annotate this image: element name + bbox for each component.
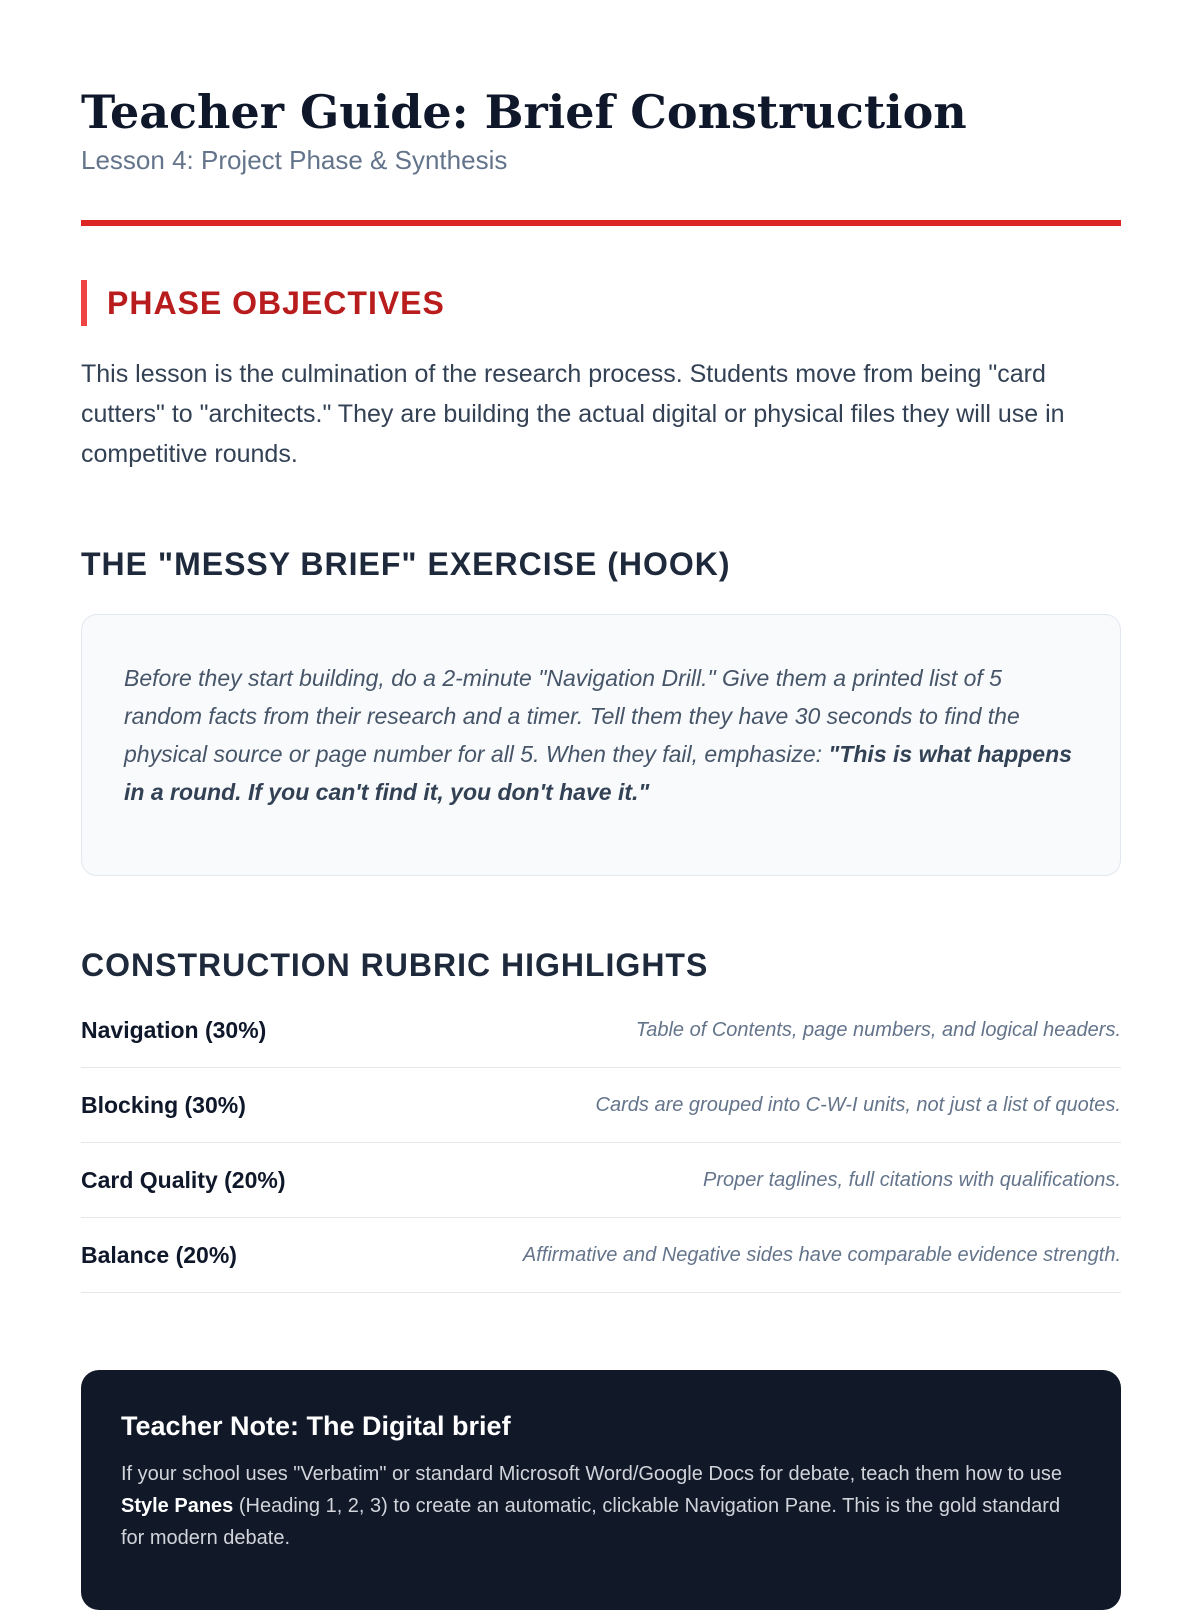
note-text-before: If your school uses "Verbatim" or standard Microsoft Word/Google Docs for debate, teach them how to use — [121, 1463, 1062, 1485]
teacher-note-text — [121, 1458, 1081, 1554]
rubric-row-blocking — [81, 1068, 1121, 1143]
rubric-label: Balance (20%) — [81, 1241, 237, 1268]
rubric-row-navigation — [81, 993, 1121, 1068]
note-text-after: (Heading 1, 2, 3) to create an automatic, clickable Navigation Pane. This is the gold standard for modern debate. — [121, 1495, 1061, 1549]
hook-paragraph — [124, 659, 1078, 811]
page-subtitle: Lesson 4: Project Phase & Synthesis — [81, 145, 508, 175]
rubric-label: Card Quality (20%) — [81, 1166, 286, 1193]
rubric-description: Affirmative and Negative sides have comparable evidence strength. — [522, 1243, 1121, 1266]
hook-emphasis: "This is what happens in a round. If you can't find it, you don't have it." — [124, 741, 1072, 805]
hook-text: Before they start building, do a 2-minute "Navigation Drill." Give them a printed list of 5 random facts from their research and a timer. Tell them they have 30 seconds to find the physical source or page number for all 5. When they fail, emphasize: — [124, 665, 1020, 767]
rubric-description: Proper taglines, full citations with qualifications. — [703, 1168, 1121, 1191]
note-text-bold: Style Panes — [121, 1495, 234, 1517]
teacher-note-box — [81, 1370, 1121, 1610]
rubric-heading: CONSTRUCTION RUBRIC HIGHLIGHTS — [81, 947, 709, 983]
teacher-note-title: Teacher Note: The Digital brief — [121, 1411, 511, 1441]
objectives-heading: PHASE OBJECTIVES — [107, 285, 445, 321]
rubric-label: Blocking (30%) — [81, 1091, 246, 1118]
rubric-row-card-quality — [81, 1143, 1121, 1218]
rubric-list — [81, 993, 1121, 1293]
objectives-paragraph: This lesson is the culmination of the research process. Students move from being "card cutters" to "architects." They are building the actual digital or physical files they will use in competitive rounds. — [81, 360, 1065, 468]
title-divider — [81, 220, 1121, 226]
objectives-heading-block — [81, 280, 445, 326]
page-title: Teacher Guide: Brief Construction — [81, 85, 967, 139]
rubric-label: Navigation (30%) — [81, 1016, 267, 1043]
hook-callout — [81, 614, 1121, 876]
rubric-description: Table of Contents, page numbers, and logical headers. — [635, 1018, 1121, 1041]
hook-heading: THE "MESSY BRIEF" EXERCISE (HOOK) — [81, 546, 731, 582]
rubric-description: Cards are grouped into C-W-I units, not just a list of quotes. — [595, 1093, 1121, 1116]
rubric-row-balance — [81, 1218, 1121, 1293]
